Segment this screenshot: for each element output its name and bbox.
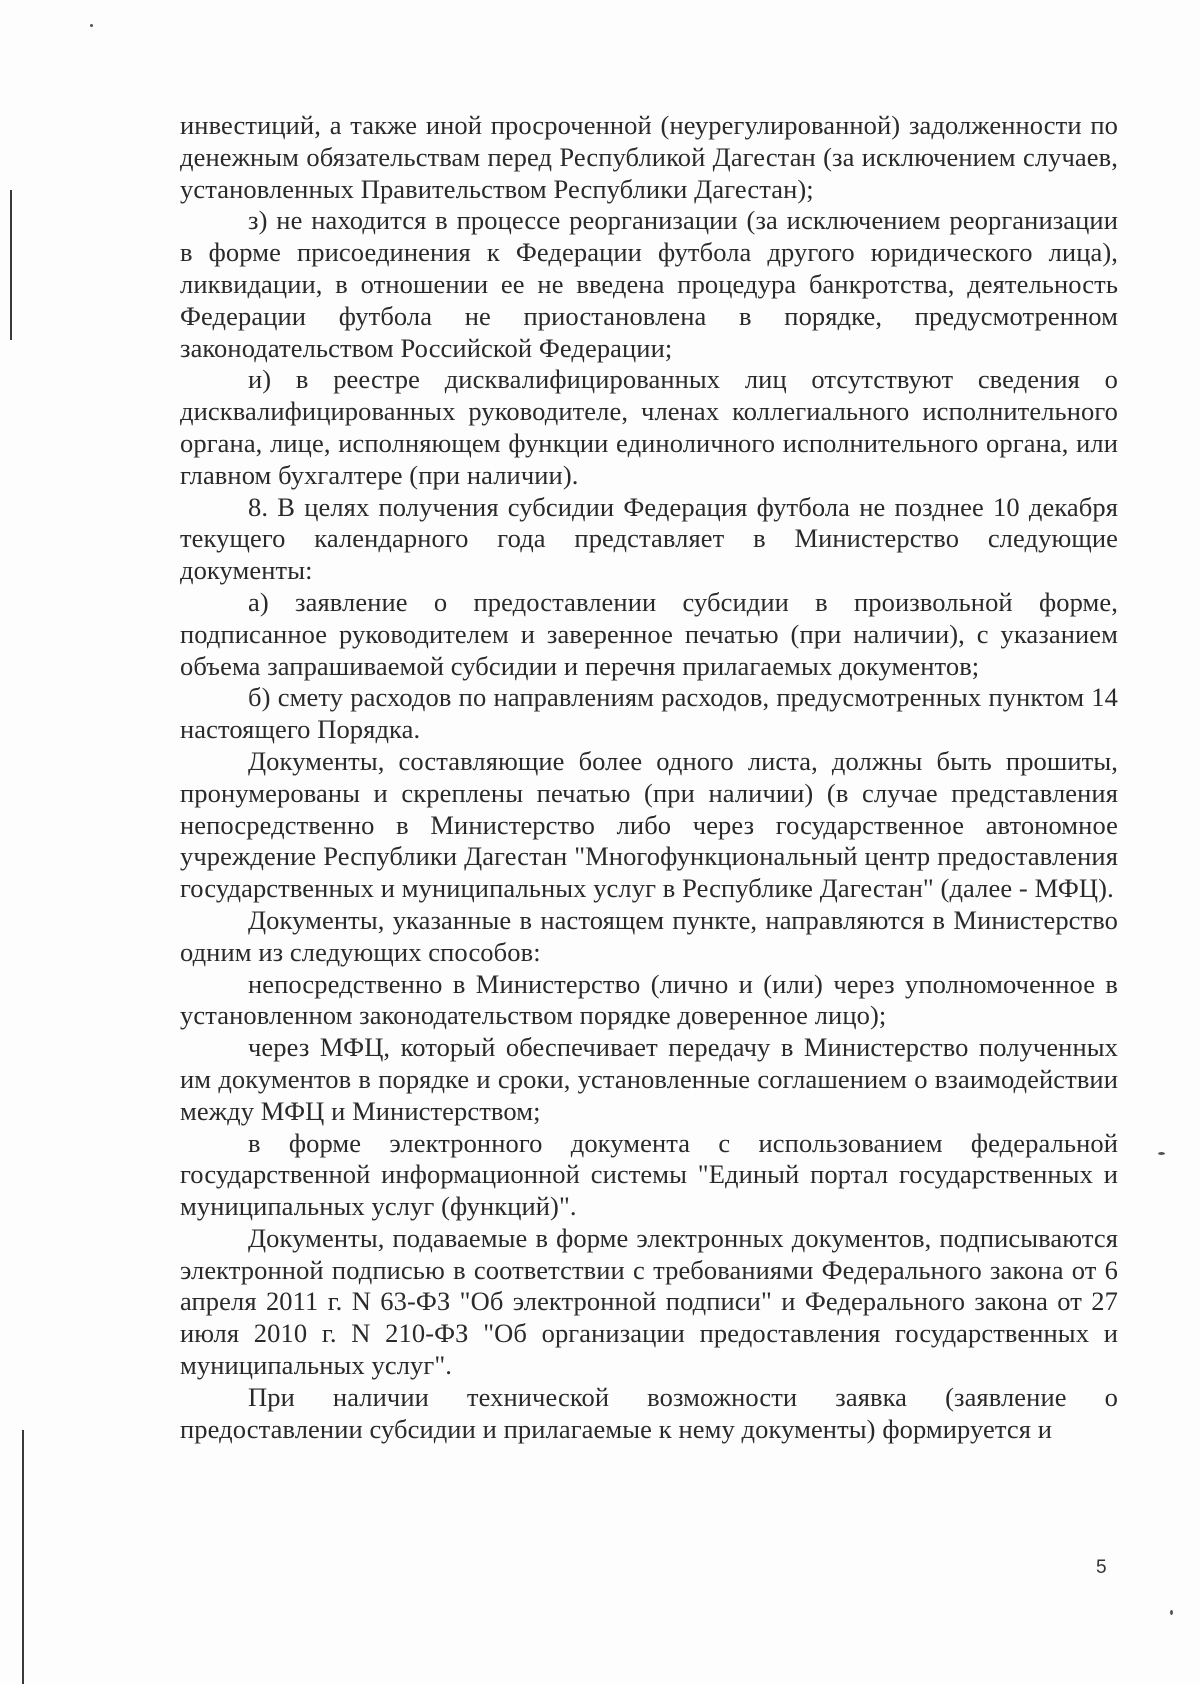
paragraph: б) смету расходов по направлениям расходов, предусмотренных пунктом 14 настоящего Порядка.: [180, 682, 1118, 745]
scan-speck: [1170, 1610, 1173, 1615]
paragraph: и) в реестре дисквалифицированных лиц отсутствуют сведения о дисквалифицированных руководителе, членах коллегиального исполнительного органа, лице, исполняющем функции единоличного исполнительного органа, или главном бухгалтере (при наличии).: [180, 364, 1118, 490]
scan-speck: [1158, 1152, 1165, 1155]
paragraph: а) заявление о предоставлении субсидии в произвольной форме, подписанное руководителем и заверенное печатью (при наличии), с указанием объема запрашиваемой субсидии и перечня прилагаемых документов;: [180, 586, 1118, 681]
document-body: [180, 110, 1118, 1445]
paragraph: непосредственно в Министерство (лично и (или) через уполномоченное в установленном законодательством порядке доверенное лицо);: [180, 968, 1118, 1031]
scan-speck: [90, 24, 93, 27]
scan-edge-mark-bottom: [22, 1430, 24, 1684]
paragraph: инвестиций, а также иной просроченной (неурегулированной) задолженности по денежным обязательствам перед Республикой Дагестан (за исключением случаев, установленных Правительством Республики Дагестан);: [180, 110, 1118, 204]
paragraph: Документы, указанные в настоящем пункте, направляются в Министерство одним из следующих способов:: [180, 904, 1118, 967]
paragraph: Документы, подаваемые в форме электронных документов, подписываются электронной подписью в соответствии с требованиями Федерального закона от 6 апреля 2011 г. N 63-ФЗ "Об электронной подписи" и Федерального закона от 27 июля 2010 г. N 210-ФЗ "Об организации предоставления государственных и муниципальных услуг".: [180, 1222, 1118, 1381]
paragraph: в форме электронного документа с использованием федеральной государственной информационной системы "Единый портал государственных и муниципальных услуг (функций)".: [180, 1127, 1118, 1222]
paragraph: через МФЦ, который обеспечивает передачу в Министерство полученных им документов в порядке и сроки, установленные соглашением о взаимодействии между МФЦ и Министерством;: [180, 1032, 1118, 1126]
paragraph: При наличии технической возможности заявка (заявление о предоставлении субсидии и прилагаемые к нему документы) формируется и: [180, 1381, 1118, 1444]
paragraph: Документы, составляющие более одного листа, должны быть прошиты, пронумерованы и скреплены печатью (при наличии) (в случае представления непосредственно в Министерство либо через государственное автономное учреждение Республики Дагестан "Многофункциональный центр предоставления государственных и муниципальных услуг в Республике Дагестан" (далее - МФЦ).: [180, 745, 1118, 904]
paragraph: 8. В целях получения субсидии Федерация футбола не позднее 10 декабря текущего календарного года представляет в Министерство следующие документы:: [180, 491, 1118, 586]
page-number: 5: [1096, 1557, 1107, 1578]
paragraph: з) не находится в процессе реорганизации (за исключением реорганизации в форме присоединения к Федерации футбола другого юридического лица), ликвидации, в отношении ее не введена процедура банкротства, деятельность Федерации футбола не приостановлена в порядке, предусмотренном законодательством Российской Федерации;: [180, 205, 1118, 363]
scan-edge-mark-top: [10, 190, 12, 340]
